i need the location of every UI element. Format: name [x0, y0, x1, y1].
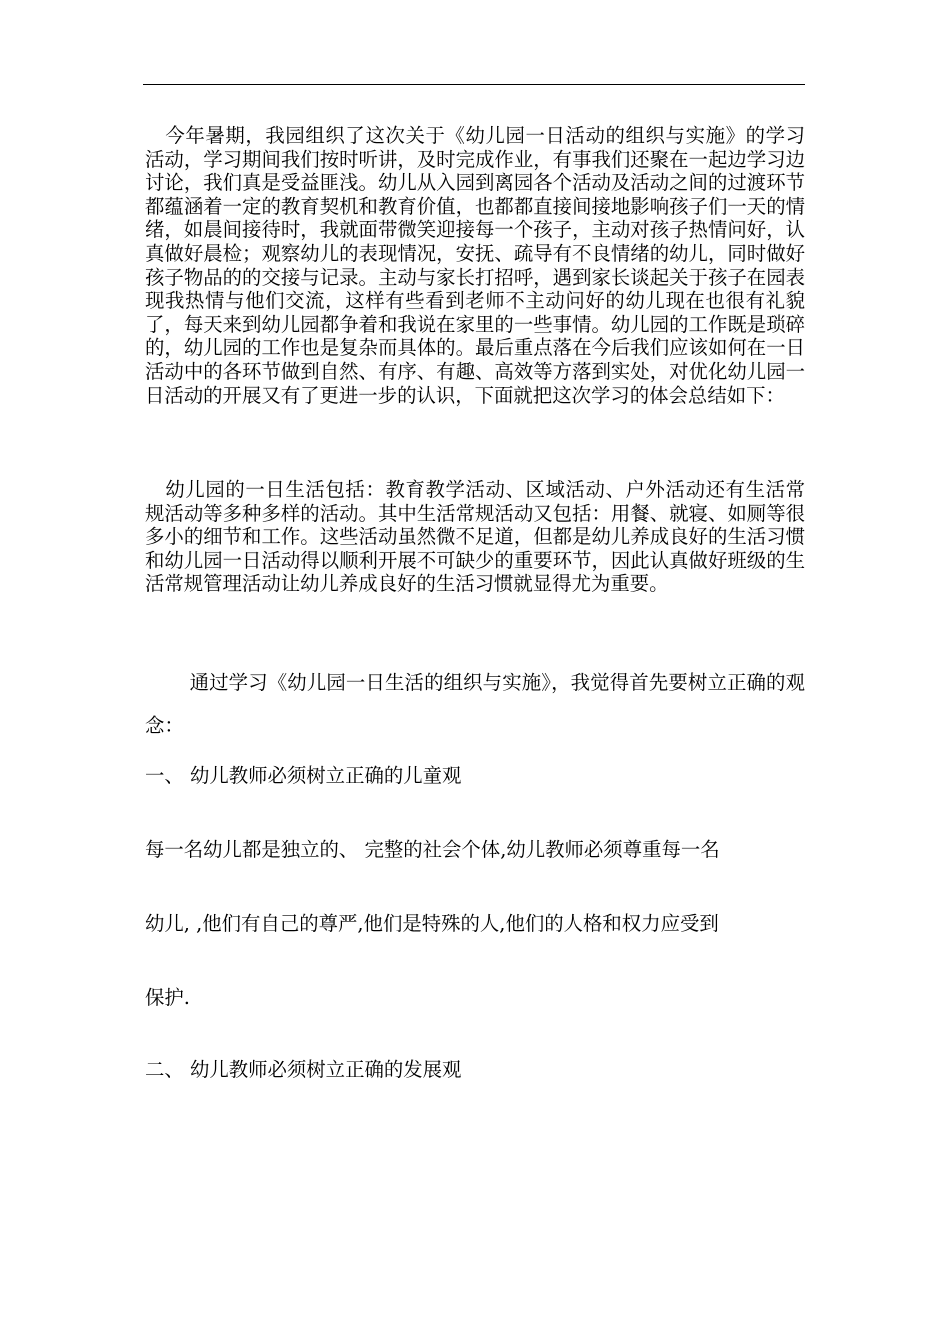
paragraph-daily-life: 幼儿园的一日生活包括：教育教学活动、区域活动、户外活动还有生活常规活动等多种多样的活动。其中生活常规活动又包括：用餐、就寝、如厕等很多小的细节和工作。这些活动虽然微不足道，但都是幼儿养成良好的生活习惯和幼儿园一日活动得以顺利开展不可缺少的重要环节，因此认真做好班级的生活常规管理活动让幼儿养成良好的生活习惯就显得尤为重要。	[145, 478, 805, 596]
paragraph-concept: 通过学习《幼儿园一日生活的组织与实施》，我觉得首先要树立正确的观念：	[145, 671, 805, 737]
body-line-2: 幼儿, ,他们有自己的尊严,他们是特殊的人,他们的人格和权力应受到	[145, 912, 719, 935]
section-heading-child-view: 一、 幼儿教师必须树立正确的儿童观	[145, 764, 462, 787]
paragraph-intro: 今年暑期，我园组织了这次关于《幼儿园一日活动的组织与实施》的学习活动，学习期间我们按时听讲，及时完成作业，有事我们还聚在一起边学习边讨论，我们真是受益匪浅。幼儿从入园到离园各个活动及活动之间的过渡环节都蕴涵着一定的教育契机和教育价值，也都都直接间接地影响孩子们一天的情绪，如晨间接待时，我就面带微笑迎接每一个孩子，主动对孩子热情问好，认真做好晨检；观察幼儿的表现情况，安抚、疏导有不良情绪的幼儿，同时做好孩子物品的的交接与记录。主动与家长打招呼，遇到家长谈起关于孩子在园表现我热情与他们交流，这样有些看到老师不主动问好的幼儿现在也很有礼貌了，每天来到幼儿园都争着和我说在家里的一些事情。幼儿园的工作既是琐碎的，幼儿园的工作也是复杂而具体的。最后重点落在今后我们应该如何在一日活动中的各环节做到自然、有序、有趣、高效等方落到实处，对优化幼儿园一日活动的开展又有了更进一步的认识，下面就把这次学习的体会总结如下：	[145, 124, 805, 407]
body-line-1: 每一名幼儿都是独立的、 完整的社会个体,幼儿教师必须尊重每一名	[145, 838, 720, 861]
header-rule	[143, 84, 805, 85]
body-line-3: 保护.	[145, 986, 190, 1009]
section-heading-development-view: 二、 幼儿教师必须树立正确的发展观	[145, 1058, 462, 1081]
